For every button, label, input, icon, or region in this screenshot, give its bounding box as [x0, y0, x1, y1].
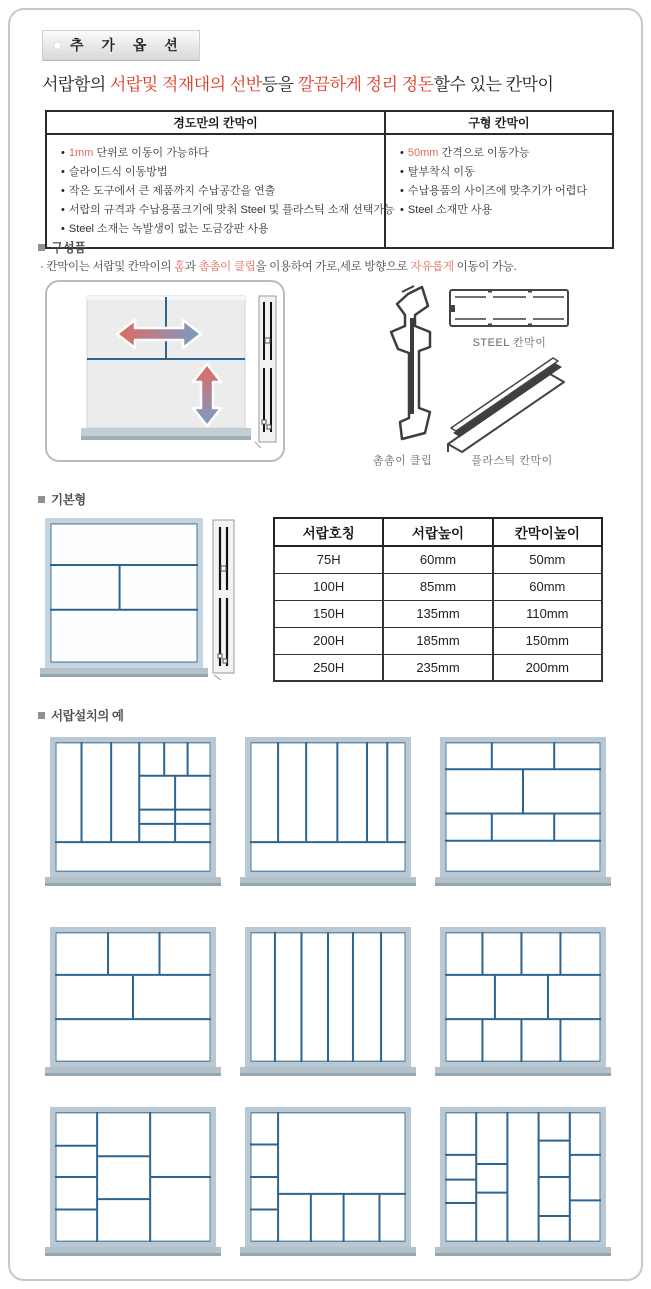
drawer-example-base [45, 1247, 221, 1256]
bullet-icon: • [400, 147, 404, 159]
spec-column-header: 서랍호칭 [274, 518, 383, 546]
spec-cell: 185mm [383, 627, 492, 654]
basic-heading-label: 기본형 [51, 493, 86, 507]
clip-label: 촘촘이 클립 [372, 455, 433, 467]
spec-column-header: 칸막이높이 [493, 518, 602, 546]
drawer-example [435, 927, 611, 1076]
feature-text: 단위로 이동이 가능하다 [93, 147, 209, 159]
spec-column-header: 서랍높이 [383, 518, 492, 546]
title-part: 할수 있는 칸막이 [433, 75, 554, 94]
title-part: 등을 [261, 75, 298, 94]
spec-cell: 150H [274, 600, 383, 627]
description-part: 촘촘이 클립 [198, 261, 256, 273]
drawer-example [45, 1107, 221, 1256]
drawer-example-base [435, 1247, 611, 1256]
divider-profile-drawing [212, 518, 236, 680]
comparison-header-left: 경도만의 칸막이 [46, 111, 385, 134]
feature-text: 수납용품의 사이즈에 맞추기가 어렵다 [407, 185, 588, 197]
section-heading-components [38, 238, 86, 256]
spec-cell: 50mm [493, 546, 602, 573]
drawer-example-diagram [440, 1107, 606, 1247]
drawer-topview-diagram [47, 282, 283, 460]
drawer-example-diagram [440, 737, 606, 877]
drawer-example [240, 1107, 416, 1256]
bullet-icon: • [61, 147, 65, 159]
drawer-example-base [240, 1247, 416, 1256]
feature-text: Steel 소재만 사용 [407, 204, 493, 216]
size-spec-table [273, 517, 603, 682]
page-title [42, 70, 553, 95]
drawer-example-base [45, 1067, 221, 1076]
spec-row [274, 573, 602, 600]
description-part: 이동이 가능. [453, 261, 517, 273]
comparison-cell-left [46, 134, 395, 248]
drawer-example-diagram [50, 927, 216, 1067]
bullet-icon: • [400, 204, 404, 216]
drawer-example-diagram [245, 737, 411, 877]
feature-text: 슬라이드식 이동방법 [68, 166, 168, 178]
feature-text: 간격으로 이동가능 [438, 147, 530, 159]
bullet-icon: • [61, 166, 65, 178]
description-part: 자유롭게 [410, 261, 454, 273]
bullet-icon: • [61, 223, 65, 235]
description-part: 홈 [174, 261, 185, 273]
spec-cell: 60mm [383, 546, 492, 573]
description-part: 과 [184, 261, 199, 273]
square-bullet-icon [38, 712, 45, 719]
spec-row [274, 546, 602, 573]
spec-cell: 150mm [493, 627, 602, 654]
steel-divider-label: STEEL 칸막이 [472, 337, 547, 349]
drawer-example-base [435, 1067, 611, 1076]
square-bullet-icon [38, 496, 45, 503]
section-badge [42, 30, 200, 61]
square-bullet-icon [38, 244, 45, 251]
drawer-example [45, 737, 221, 886]
section-heading-basic [38, 490, 86, 508]
feature-text: 서랍의 규격과 수납용품크기에 맞춰 Steel 및 플라스틱 소재 선택가능 [68, 204, 395, 216]
components-description [40, 258, 517, 274]
drawer-example-diagram [440, 927, 606, 1067]
spec-cell: 100H [274, 573, 383, 600]
drawer-example [240, 927, 416, 1076]
feature-item [61, 201, 395, 220]
bullet-icon: • [400, 166, 404, 178]
spec-row [274, 654, 602, 681]
bullet-dot-icon [53, 41, 62, 50]
drawer-movement-figure [45, 280, 285, 462]
spec-cell: 110mm [493, 600, 602, 627]
title-part: 서랍함의 [42, 75, 110, 94]
feature-item [61, 144, 372, 163]
drawer-example [435, 1107, 611, 1256]
comparison-cell-right [385, 134, 613, 248]
drawer-example-base [240, 877, 416, 886]
drawer-example-diagram [50, 737, 216, 877]
description-part: 칸막이는 서랍및 칸막이의 [46, 261, 175, 273]
drawer-example [240, 737, 416, 886]
feature-item [400, 144, 600, 163]
spec-cell: 60mm [493, 573, 602, 600]
feature-item [61, 220, 372, 239]
bullet-icon: • [400, 185, 404, 197]
spec-cell: 85mm [383, 573, 492, 600]
drawer-example-base [435, 877, 611, 886]
spec-cell: 235mm [383, 654, 492, 681]
basic-drawer-base [40, 668, 208, 677]
feature-text: 탈부착식 이동 [407, 166, 475, 178]
drawer-example [45, 927, 221, 1076]
feature-text: 1mm [68, 147, 94, 159]
bullet-icon: • [61, 185, 65, 197]
drawer-example-diagram [50, 1107, 216, 1247]
description-part: 을 이용하여 가로,세로 방향으로 [255, 261, 411, 273]
spec-cell: 200mm [493, 654, 602, 681]
divider-profile-icon [255, 296, 276, 448]
drawer-example-diagram [245, 927, 411, 1067]
examples-heading-label: 서랍설치의 예 [51, 709, 124, 723]
feature-item [400, 201, 600, 220]
feature-item [400, 182, 600, 201]
feature-item [61, 182, 372, 201]
drawer-example-base [45, 877, 221, 886]
spec-cell: 135mm [383, 600, 492, 627]
plastic-divider-label: 플라스틱 칸막이 [471, 455, 553, 467]
spec-row [274, 627, 602, 654]
feature-text: 작은 도구에서 큰 제품까지 수납공간을 연출 [68, 185, 276, 197]
feature-list-left [61, 144, 395, 239]
components-heading-label: 구성품 [51, 241, 86, 255]
feature-text: 50mm [407, 147, 439, 159]
feature-item [400, 163, 600, 182]
title-part: 서랍및 적재대의 선반 [109, 75, 262, 94]
badge-label: 추 가 옵 션 [70, 37, 185, 53]
plastic-divider-drawing [438, 348, 578, 456]
spec-cell: 75H [274, 546, 383, 573]
feature-item [61, 163, 372, 182]
spec-row [274, 600, 602, 627]
comparison-header-right: 구형 칸막이 [385, 111, 613, 134]
spec-cell: 250H [274, 654, 383, 681]
basic-drawer-diagram [45, 518, 203, 668]
comparison-table [45, 110, 614, 249]
drawer-example-base [240, 1067, 416, 1076]
spec-cell: 200H [274, 627, 383, 654]
drawer-example-diagram [245, 1107, 411, 1247]
bullet-icon: • [61, 204, 65, 216]
description-part: · [40, 261, 47, 273]
title-part: 깔끔하게 정리 정돈 [297, 75, 434, 94]
drawer-example [435, 737, 611, 886]
section-heading-examples [38, 706, 123, 724]
steel-divider-drawing [448, 286, 572, 332]
feature-text: Steel 소재는 녹발생이 없는 도금강판 사용 [68, 223, 269, 235]
feature-list-right [400, 144, 600, 220]
